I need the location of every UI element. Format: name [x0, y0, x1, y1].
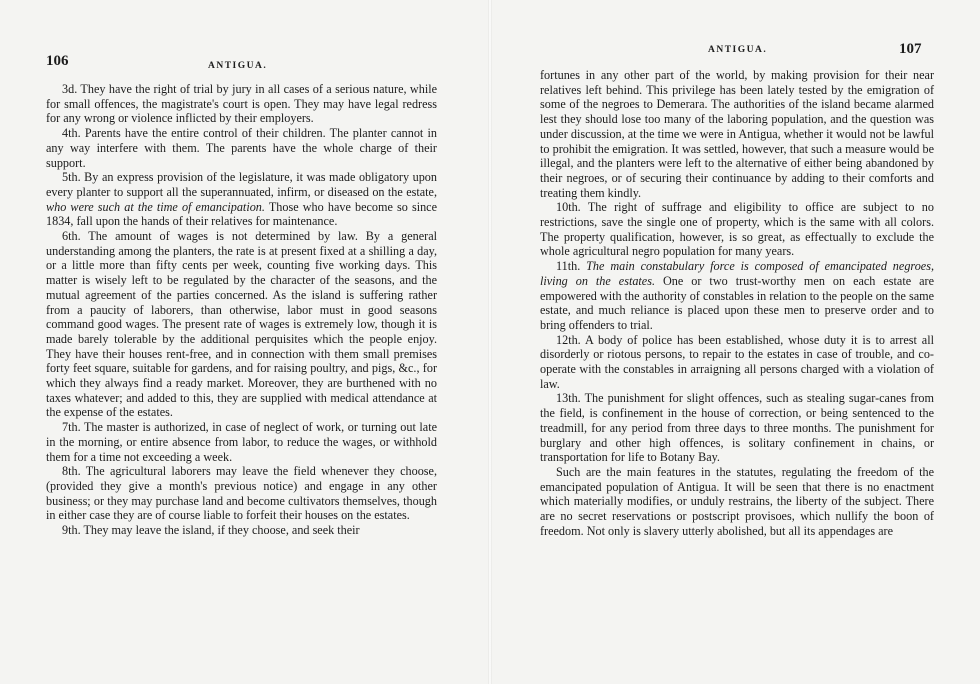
italic-phrase: The main constabulary force is composed of emancipated negroes, living on the estates.: [540, 259, 934, 288]
page-body: [46, 82, 437, 538]
running-head: ANTIGUA.: [708, 45, 768, 55]
paragraph-13th: 13th. The punishment for slight offences, such as stealing sugar-canes from the field, is confinement in the house of correction, or being sentenced to the treadmill, for any period from three days to three months. The punishment for burglary and other high offences, is solitary confinement in chains, or transportation for life to Botany Bay.: [540, 391, 934, 465]
paragraph-text: One or two trust-worthy men on each estate are empowered with the authority of constables in relation to the people on the same estate, and much reliance is placed upon these men to preserve order and to bring offenders to trial.: [540, 273, 934, 332]
running-head: ANTIGUA.: [208, 61, 268, 71]
paragraph-7th: 7th. The master is authorized, in case of neglect of work, or turning out late in the morning, or entire absence from labor, to reduce the wages, or withhold them for a time not exceeding a week.: [46, 420, 437, 464]
paragraph-text: 5th. By an express provision of the legislature, it was made obligatory upon every planter to support all the superannuated, infirm, or diseased on the estate,: [46, 170, 437, 199]
paragraph-text: Those who have become so since 1834, fall upon the hands of their relatives for maintenance.: [46, 199, 437, 229]
page-number: 107: [899, 41, 922, 57]
paragraph-3d: 3d. They have the right of trial by jury in all cases of a serious nature, while for small offences, the magistrate's court is open. They may have legal redress for any wrong or violence inflicted by their employers.: [46, 82, 437, 126]
page-number: 106: [46, 53, 69, 69]
paragraph-4th: 4th. Parents have the entire control of their children. The planter cannot in any way interfere with them. The parents have the whole charge of their support.: [46, 126, 437, 170]
paragraph-8th: 8th. The agricultural laborers may leave the field whenever they choose, (provided they give a month's previous notice) and engage in any other business; or they may purchase land and become cultivators themselves, though in either case they are of course liable to forfeit their houses on the estates.: [46, 464, 437, 523]
paragraph-9th: 9th. They may leave the island, if they choose, and seek their: [62, 523, 360, 538]
italic-phrase: who were such at the time of emancipation.: [46, 199, 265, 214]
paragraph-12th: 12th. A body of police has been established, whose duty it is to arrest all disorderly or riotous persons, to repair to the estates in case of trouble, and co-operate with the constables in arraigning all persons charged with a violation of law.: [540, 332, 934, 391]
paragraph-text: 11th.: [556, 259, 587, 274]
right-page: [490, 0, 980, 684]
page-body: [540, 68, 934, 539]
paragraph-11th: [540, 259, 934, 333]
paragraph-continuation: fortunes in any other part of the world, by making provision for their near relatives left behind. This privilege has been lately tested by the emigration of some of the negroes to Demerara. The authorities of the island became alarmed lest they should lose too many of the laboring population, and the question was under discussion, at the time we were in Antigua, whether it would not be lawful to prohibit the emigration. It was settled, however, that such a measure would be illegal, and the planters were left to the alternative of either being abandoned by their negroes, or of securing their continuance by adding to their comforts and treating them kindly.: [540, 68, 934, 200]
paragraph-10th: 10th. The right of suffrage and eligibility to office are subject to no restrictions, save the single one of property, which is the same with all colors. The property qualification, however, is so great, as effectually to exclude the whole agricultural negro population for many years.: [540, 200, 934, 259]
paragraph-6th: 6th. The amount of wages is not determined by law. By a general understanding among the planters, the rate is at present fixed at a shilling a day, or a little more than fifty cents per week, counting five working days. This matter is wisely left to be regulated by the character of the seasons, and the mutual agreement of the parties concerned. As the island is suffering rather from a paucity of laborers, than otherwise, labor must in good seasons command good wages. The present rate of wages is extremely low, though it is made barely tolerable by the additional perquisites which the people enjoy. They have their houses rent-free, and in connection with them small premises forty feet square, suitable for gardens, and for raising poultry, and pigs, &c., for which they always find a ready market. Moreover, they are burthened with no taxes whatever; and added to this, they are supplied with medical attendance at the expense of the estates.: [46, 229, 437, 420]
paragraph-5th: [46, 170, 437, 229]
paragraph-summary: Such are the main features in the statutes, regulating the freedom of the emancipated population of Antigua. It will be seen that there is no enactment which materially modifies, or unduly restrains, the liberty of the subject. There are no secret reservations or postscript provisoes, which nullify the boon of freedom. Not only is slavery utterly abolished, but all its appendages are: [540, 464, 934, 538]
